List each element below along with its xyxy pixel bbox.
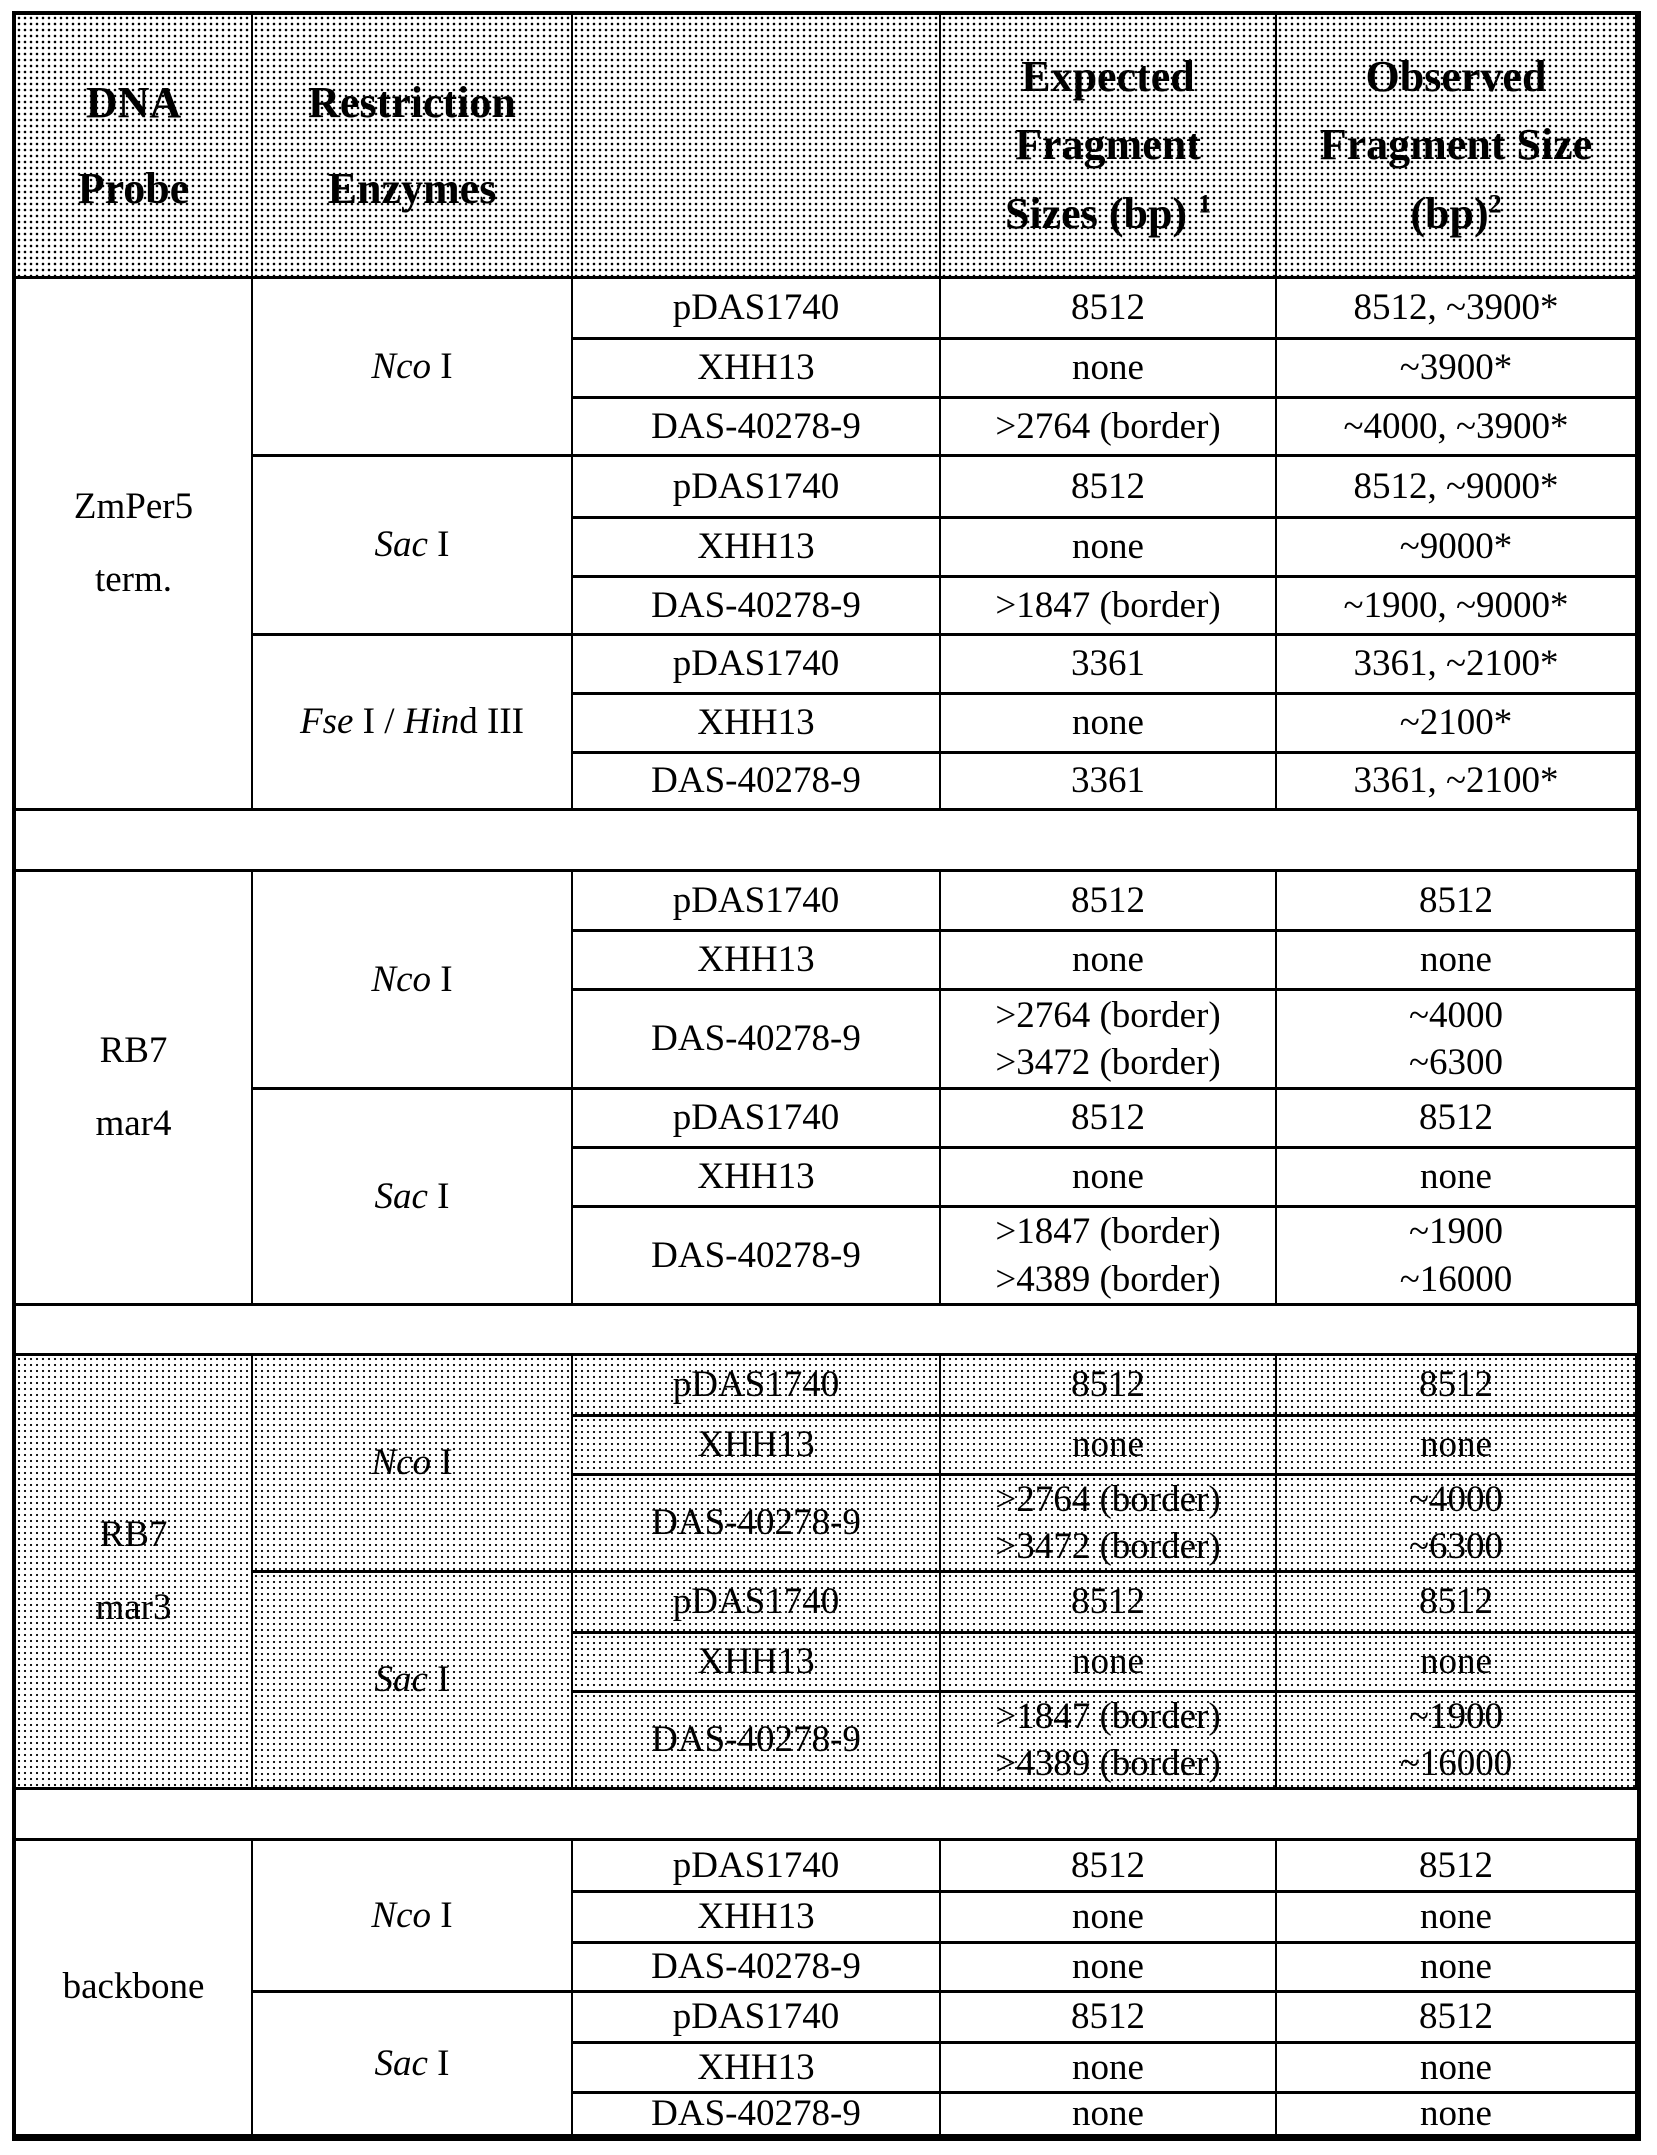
observed-value: 8512 xyxy=(1419,1097,1493,1139)
expected-size-cell xyxy=(941,1476,1277,1573)
expected-size-cell xyxy=(941,2094,1277,2137)
expected-size-cell xyxy=(941,932,1277,991)
observed-values xyxy=(1419,1578,1493,1625)
observed-values xyxy=(1419,1361,1493,1408)
expected-value: 8512 xyxy=(1071,1097,1145,1139)
expected-size-cell xyxy=(941,1149,1277,1208)
probe-name: ZmPer5 term. xyxy=(73,486,194,600)
observed-values xyxy=(1353,463,1558,510)
expected-values xyxy=(995,1693,1220,1788)
sample-cell xyxy=(573,872,941,932)
observed-values xyxy=(1420,1893,1492,1940)
sample-cell xyxy=(573,1841,941,1893)
observed-value: ~1900 xyxy=(1408,1211,1504,1253)
expected-value: 8512 xyxy=(1071,287,1145,329)
enzyme-name xyxy=(374,2042,449,2086)
header-expected-fragment-sizes xyxy=(941,15,1277,279)
expected-values xyxy=(995,1208,1220,1303)
expected-value: >2764 (border) xyxy=(995,1478,1221,1520)
expected-value: >4389 (border) xyxy=(995,1258,1221,1300)
observed-values xyxy=(1419,1094,1493,1141)
enzyme-name xyxy=(371,345,452,389)
expected-values xyxy=(1071,284,1145,331)
expected-values xyxy=(1071,1578,1145,1625)
observed-value: 8512 xyxy=(1419,1996,1493,2038)
header-text: Expected Fragment Sizes (bp) xyxy=(1004,52,1201,238)
header-label xyxy=(1003,43,1213,248)
expected-size-cell xyxy=(941,1693,1277,1790)
expected-value: 8512 xyxy=(1071,1581,1145,1623)
observed-size-cell xyxy=(1277,1149,1637,1208)
observed-value: none xyxy=(1420,2093,1492,2135)
observed-size-cell xyxy=(1277,1841,1637,1893)
header-label: Restriction Enzymes xyxy=(308,77,516,213)
expected-value: none xyxy=(1072,526,1144,568)
header-restriction-enzymes xyxy=(253,15,573,279)
expected-value: none xyxy=(1072,1424,1144,1466)
header-label xyxy=(1291,43,1621,248)
observed-value: 8512 xyxy=(1419,879,1493,921)
observed-values xyxy=(1420,2090,1492,2137)
sample-name: pDAS1740 xyxy=(672,643,840,685)
observed-size-cell xyxy=(1277,932,1637,991)
expected-size-cell xyxy=(941,991,1277,1090)
sample-name: DAS-40278-9 xyxy=(651,1502,861,1544)
observed-size-cell xyxy=(1277,279,1637,340)
expected-values xyxy=(995,403,1220,450)
observed-size-cell xyxy=(1277,991,1637,1090)
enzyme-name xyxy=(374,523,449,567)
expected-size-cell xyxy=(941,279,1277,340)
expected-size-cell xyxy=(941,754,1277,811)
enzyme-italic: Sac xyxy=(374,1175,428,1217)
expected-value: >1847 (border) xyxy=(995,1211,1221,1253)
expected-value: none xyxy=(1072,2093,1144,2135)
sample-name: XHH13 xyxy=(697,1641,815,1683)
sample-cell xyxy=(573,457,941,519)
expected-values xyxy=(1071,640,1145,687)
sample-cell xyxy=(573,2094,941,2137)
sample-name: DAS-40278-9 xyxy=(651,1946,861,1988)
observed-size-cell xyxy=(1277,340,1637,399)
observed-value: none xyxy=(1420,1641,1492,1683)
enzyme-suffix-2: d III xyxy=(459,701,524,743)
expected-size-cell xyxy=(941,2044,1277,2094)
observed-value: ~4000 xyxy=(1408,994,1504,1036)
sample-cell xyxy=(573,1149,941,1208)
observed-values xyxy=(1420,1153,1492,1200)
sample-name: DAS-40278-9 xyxy=(651,405,861,447)
enzyme-name xyxy=(300,700,524,744)
expected-value: 8512 xyxy=(1071,1364,1145,1406)
observed-size-cell xyxy=(1277,872,1637,932)
sample-name: DAS-40278-9 xyxy=(651,1018,861,1060)
observed-size-cell xyxy=(1277,1693,1637,1790)
sample-name: pDAS1740 xyxy=(672,1364,840,1406)
observed-size-cell xyxy=(1277,519,1637,578)
expected-values xyxy=(1071,877,1145,924)
observed-size-cell xyxy=(1277,399,1637,457)
footnote-2: 2 xyxy=(1488,188,1502,218)
enzyme-cell xyxy=(253,1356,573,1573)
sample-cell xyxy=(573,279,941,340)
sample-name: XHH13 xyxy=(697,526,815,568)
observed-value: ~16000 xyxy=(1399,1258,1513,1300)
expected-values xyxy=(1072,344,1144,391)
observed-value: ~3900* xyxy=(1399,347,1513,389)
expected-value: >3472 (border) xyxy=(995,1526,1221,1567)
sample-cell xyxy=(573,1944,941,1993)
observed-value: ~4000, ~3900* xyxy=(1343,405,1569,447)
observed-value: ~1900 xyxy=(1408,1695,1504,1737)
observed-size-cell xyxy=(1277,754,1637,811)
expected-values xyxy=(1071,1842,1145,1889)
expected-values xyxy=(1072,1893,1144,1940)
observed-size-cell xyxy=(1277,1893,1637,1944)
sample-name: DAS-40278-9 xyxy=(651,584,861,626)
sample-cell xyxy=(573,1693,941,1790)
observed-value: 3361, ~2100* xyxy=(1353,760,1559,802)
sample-name: XHH13 xyxy=(697,1896,815,1938)
expected-values xyxy=(1071,1094,1145,1141)
sample-cell xyxy=(573,1993,941,2044)
observed-size-cell xyxy=(1277,2094,1637,2137)
enzyme-italic: Sac xyxy=(374,1659,428,1701)
observed-values xyxy=(1420,1943,1492,1990)
observed-values xyxy=(1400,1208,1513,1303)
expected-value: 8512 xyxy=(1071,879,1145,921)
expected-size-cell xyxy=(941,1634,1277,1693)
expected-size-cell xyxy=(941,872,1277,932)
enzyme-name xyxy=(371,1441,452,1485)
sample-name: DAS-40278-9 xyxy=(651,2093,861,2135)
observed-values xyxy=(1419,877,1493,924)
footnote-1: 1 xyxy=(1198,188,1212,218)
expected-size-cell xyxy=(941,457,1277,519)
sample-cell xyxy=(573,695,941,754)
observed-value: ~6300 xyxy=(1408,1526,1504,1567)
probe-name-cell xyxy=(16,872,253,1306)
observed-value: none xyxy=(1420,1156,1492,1198)
observed-size-cell xyxy=(1277,1573,1637,1634)
observed-value: none xyxy=(1420,1896,1492,1938)
expected-size-cell xyxy=(941,1893,1277,1944)
expected-size-cell xyxy=(941,695,1277,754)
enzyme-cell xyxy=(253,279,573,457)
probe-name-cell xyxy=(16,1841,253,2137)
sample-cell xyxy=(573,399,941,457)
observed-value: ~9000* xyxy=(1399,526,1513,568)
observed-value: ~6300 xyxy=(1408,1042,1504,1083)
expected-values xyxy=(1072,523,1144,570)
probe-name: backbone xyxy=(62,1966,205,2008)
expected-values xyxy=(995,992,1220,1087)
probe-name-cell xyxy=(16,1356,253,1790)
expected-size-cell xyxy=(941,1944,1277,1993)
enzyme-italic: Sac xyxy=(374,2042,428,2084)
expected-values xyxy=(1071,1361,1145,1408)
enzyme-name xyxy=(371,958,452,1002)
expected-size-cell xyxy=(941,1417,1277,1476)
expected-size-cell xyxy=(941,1573,1277,1634)
expected-size-cell xyxy=(941,340,1277,399)
fragment-size-table xyxy=(12,11,1641,2141)
observed-value: ~2100* xyxy=(1399,702,1513,744)
enzyme-suffix: I xyxy=(427,1659,450,1701)
observed-values xyxy=(1400,1693,1513,1788)
observed-value: 8512 xyxy=(1419,1364,1493,1406)
expected-size-cell xyxy=(941,1356,1277,1417)
enzyme-name xyxy=(374,1175,449,1219)
enzyme-name xyxy=(371,1894,452,1938)
observed-values xyxy=(1353,284,1558,331)
sample-name: XHH13 xyxy=(697,702,815,744)
observed-value: ~16000 xyxy=(1399,1743,1513,1784)
enzyme-cell xyxy=(253,1573,573,1790)
sample-name: pDAS1740 xyxy=(672,1996,840,2038)
observed-values xyxy=(1420,2044,1492,2091)
expected-size-cell xyxy=(941,1208,1277,1306)
sample-cell xyxy=(573,1573,941,1634)
observed-size-cell xyxy=(1277,1944,1637,1993)
observed-size-cell xyxy=(1277,695,1637,754)
enzyme-name xyxy=(374,1658,449,1702)
enzyme-cell xyxy=(253,457,573,636)
section-spacer-row xyxy=(16,1790,1637,1841)
expected-values xyxy=(1072,1638,1144,1685)
expected-value: none xyxy=(1072,1156,1144,1198)
expected-size-cell xyxy=(941,1993,1277,2044)
sample-cell xyxy=(573,1417,941,1476)
enzyme-italic: Nco xyxy=(371,1442,432,1484)
enzyme-cell xyxy=(253,1090,573,1306)
sample-name: pDAS1740 xyxy=(672,879,840,921)
expected-values xyxy=(1072,699,1144,746)
observed-size-cell xyxy=(1277,1356,1637,1417)
sample-cell xyxy=(573,2044,941,2094)
expected-value: >1847 (border) xyxy=(995,584,1221,626)
sample-name: pDAS1740 xyxy=(672,1097,840,1139)
enzyme-suffix: I xyxy=(431,958,453,1000)
observed-value: ~1900, ~9000* xyxy=(1343,584,1569,626)
observed-values xyxy=(1420,936,1492,983)
sample-cell xyxy=(573,1634,941,1693)
sample-name: DAS-40278-9 xyxy=(651,760,861,802)
expected-value: 3361 xyxy=(1071,643,1145,685)
enzyme-italic: Fse xyxy=(299,701,354,743)
observed-values xyxy=(1400,699,1513,746)
observed-size-cell xyxy=(1277,457,1637,519)
sample-cell xyxy=(573,932,941,991)
sample-name: pDAS1740 xyxy=(672,287,840,329)
observed-values xyxy=(1420,1421,1492,1468)
expected-value: >4389 (border) xyxy=(995,1743,1221,1784)
header-label: DNA Probe xyxy=(77,77,190,213)
observed-values xyxy=(1420,1638,1492,1685)
observed-values xyxy=(1400,523,1513,570)
observed-values xyxy=(1400,344,1513,391)
observed-size-cell xyxy=(1277,2044,1637,2094)
observed-values xyxy=(1343,582,1568,629)
section-spacer-row xyxy=(16,811,1637,872)
observed-value: 8512, ~3900* xyxy=(1353,287,1559,329)
sample-cell xyxy=(573,578,941,636)
enzyme-italic: Nco xyxy=(371,1894,432,1936)
enzyme-cell xyxy=(253,872,573,1090)
expected-values xyxy=(995,582,1220,629)
expected-values xyxy=(1072,1153,1144,1200)
enzyme-italic: Nco xyxy=(371,958,432,1000)
sample-name: XHH13 xyxy=(697,1156,815,1198)
observed-values xyxy=(1419,1842,1493,1889)
observed-size-cell xyxy=(1277,1208,1637,1306)
observed-size-cell xyxy=(1277,1993,1637,2044)
expected-value: none xyxy=(1072,1946,1144,1988)
sample-cell xyxy=(573,1090,941,1149)
observed-values xyxy=(1353,640,1558,687)
expected-value: none xyxy=(1072,939,1144,981)
sample-cell xyxy=(573,1208,941,1306)
expected-values xyxy=(1071,463,1145,510)
expected-value: >2764 (border) xyxy=(995,405,1221,447)
observed-values xyxy=(1343,403,1568,450)
enzyme-suffix: I / xyxy=(353,701,404,743)
header-sample xyxy=(573,15,941,279)
sample-cell xyxy=(573,519,941,578)
probe-name: RB7 mar4 xyxy=(95,1030,172,1144)
expected-size-cell xyxy=(941,636,1277,695)
expected-size-cell xyxy=(941,578,1277,636)
observed-value: 8512, ~9000* xyxy=(1353,465,1559,507)
observed-size-cell xyxy=(1277,636,1637,695)
enzyme-cell xyxy=(253,1993,573,2137)
sample-cell xyxy=(573,1476,941,1573)
sample-cell xyxy=(573,636,941,695)
expected-values xyxy=(995,1476,1220,1571)
enzyme-cell xyxy=(253,1841,573,1993)
sample-cell xyxy=(573,754,941,811)
observed-size-cell xyxy=(1277,1634,1637,1693)
observed-size-cell xyxy=(1277,578,1637,636)
sample-cell xyxy=(573,340,941,399)
observed-values xyxy=(1409,1476,1503,1571)
sample-cell xyxy=(573,991,941,1090)
observed-value: 8512 xyxy=(1419,1581,1493,1623)
sample-name: pDAS1740 xyxy=(672,465,840,507)
expected-values xyxy=(1072,2044,1144,2091)
sample-name: DAS-40278-9 xyxy=(651,1719,861,1761)
sample-name: XHH13 xyxy=(697,1424,815,1466)
expected-value: >3472 (border) xyxy=(995,1042,1221,1083)
expected-value: none xyxy=(1072,347,1144,389)
sample-name: DAS-40278-9 xyxy=(651,1234,861,1276)
enzyme-suffix: I xyxy=(427,1175,450,1217)
expected-values xyxy=(1072,2090,1144,2137)
expected-value: 3361 xyxy=(1071,760,1145,802)
expected-values xyxy=(1072,936,1144,983)
enzyme-suffix: I xyxy=(427,524,450,566)
probe-name-cell xyxy=(16,279,253,811)
observed-size-cell xyxy=(1277,1476,1637,1573)
sample-cell xyxy=(573,1356,941,1417)
expected-value: 8512 xyxy=(1071,1844,1145,1886)
expected-values xyxy=(1072,1421,1144,1468)
expected-values xyxy=(1071,1993,1145,2040)
enzyme-suffix: I xyxy=(431,345,453,387)
expected-size-cell xyxy=(941,519,1277,578)
enzyme-cell xyxy=(253,636,573,811)
expected-value: none xyxy=(1072,702,1144,744)
expected-value: 8512 xyxy=(1071,465,1145,507)
expected-value: >1847 (border) xyxy=(995,1695,1221,1737)
observed-values xyxy=(1419,1993,1493,2040)
observed-value: none xyxy=(1420,1424,1492,1466)
enzyme-suffix: I xyxy=(431,1894,453,1936)
expected-size-cell xyxy=(941,1090,1277,1149)
expected-values xyxy=(1072,1943,1144,1990)
observed-value: 8512 xyxy=(1419,1844,1493,1886)
enzyme-suffix: I xyxy=(431,1442,453,1484)
observed-size-cell xyxy=(1277,1090,1637,1149)
expected-size-cell xyxy=(941,1841,1277,1893)
expected-values xyxy=(1071,757,1145,804)
sample-name: XHH13 xyxy=(697,2046,815,2088)
observed-values xyxy=(1353,757,1558,804)
expected-value: none xyxy=(1072,1896,1144,1938)
expected-value: none xyxy=(1072,2046,1144,2088)
header-dna-probe xyxy=(16,15,253,279)
expected-value: 8512 xyxy=(1071,1996,1145,2038)
enzyme-italic-2: Hin xyxy=(403,701,460,743)
observed-value: none xyxy=(1420,1946,1492,1988)
sample-name: XHH13 xyxy=(697,939,815,981)
expected-value: >2764 (border) xyxy=(995,994,1221,1036)
enzyme-italic: Sac xyxy=(374,524,428,566)
observed-values xyxy=(1409,992,1503,1087)
enzyme-italic: Nco xyxy=(371,345,432,387)
sample-name: pDAS1740 xyxy=(672,1844,840,1886)
observed-value: none xyxy=(1420,939,1492,981)
sample-name: pDAS1740 xyxy=(672,1581,840,1623)
sample-cell xyxy=(573,1893,941,1944)
observed-size-cell xyxy=(1277,1417,1637,1476)
expected-value: none xyxy=(1072,1641,1144,1683)
sample-name: XHH13 xyxy=(697,347,815,389)
observed-value: ~4000 xyxy=(1408,1478,1504,1520)
header-observed-fragment-size xyxy=(1277,15,1637,279)
observed-value: none xyxy=(1420,2046,1492,2088)
observed-value: 3361, ~2100* xyxy=(1353,643,1559,685)
header-text: Observed Fragment Size (bp) xyxy=(1319,52,1593,238)
enzyme-suffix: I xyxy=(427,2042,450,2084)
probe-name: RB7 mar3 xyxy=(95,1514,172,1628)
section-spacer-row xyxy=(16,1306,1637,1356)
expected-size-cell xyxy=(941,399,1277,457)
